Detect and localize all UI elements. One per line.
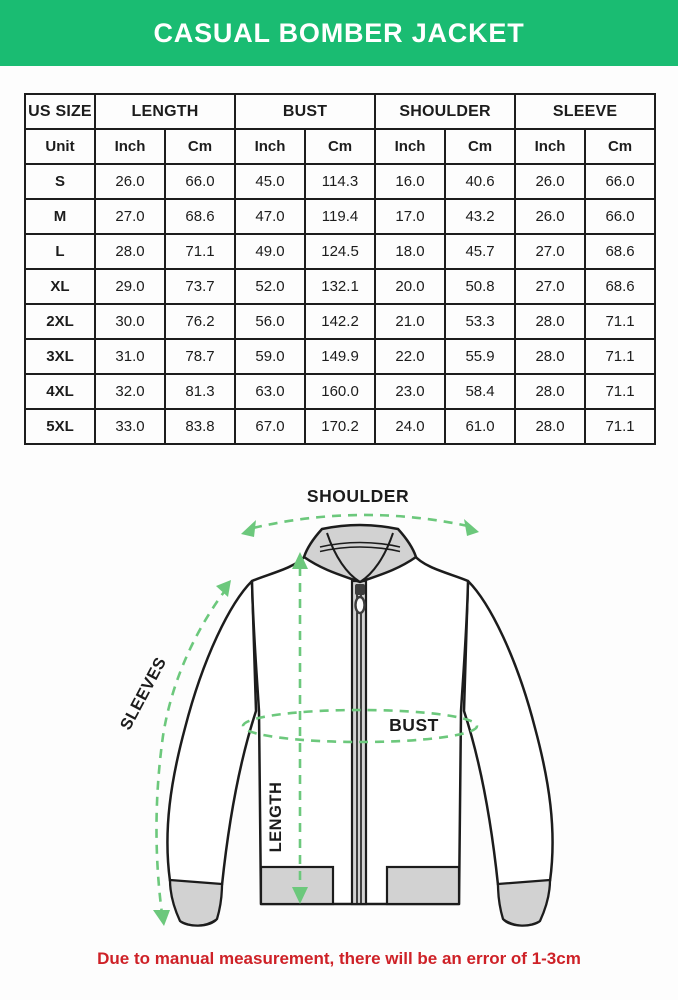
cell-value: 160.0: [305, 374, 375, 409]
unit-cm: Cm: [305, 129, 375, 164]
table-row: [25, 164, 655, 199]
cell-value: 26.0: [515, 199, 585, 234]
cell-value: 55.9: [445, 339, 515, 374]
size-label: 2XL: [25, 304, 95, 339]
cell-value: 22.0: [375, 339, 445, 374]
cell-value: 66.0: [585, 199, 655, 234]
size-label: L: [25, 234, 95, 269]
cell-value: 142.2: [305, 304, 375, 339]
size-label: 4XL: [25, 374, 95, 409]
measurement-diagram: [0, 478, 678, 948]
right-sleeve: [464, 581, 553, 885]
table-row: [25, 339, 655, 374]
cell-value: 114.3: [305, 164, 375, 199]
unit-inch: Inch: [235, 129, 305, 164]
unit-inch: Inch: [95, 129, 165, 164]
col-header-length: LENGTH: [95, 94, 235, 129]
hem-left: [261, 867, 333, 904]
cell-value: 66.0: [585, 164, 655, 199]
table-unit-row: [25, 129, 655, 164]
cell-value: 33.0: [95, 409, 165, 444]
size-label: 3XL: [25, 339, 95, 374]
cell-value: 20.0: [375, 269, 445, 304]
cell-value: 119.4: [305, 199, 375, 234]
cell-value: 53.3: [445, 304, 515, 339]
cell-value: 18.0: [375, 234, 445, 269]
table-row: [25, 409, 655, 444]
unit-cm: Cm: [165, 129, 235, 164]
cell-value: 40.6: [445, 164, 515, 199]
table-row: [25, 304, 655, 339]
unit-cm: Cm: [445, 129, 515, 164]
cell-value: 132.1: [305, 269, 375, 304]
unit-inch: Inch: [515, 129, 585, 164]
bust-label: BUST: [389, 715, 439, 735]
cell-value: 27.0: [515, 269, 585, 304]
shoulder-arrowhead-right: [464, 519, 479, 536]
cell-value: 49.0: [235, 234, 305, 269]
size-label: XL: [25, 269, 95, 304]
jacket-diagram-svg: [0, 478, 678, 948]
cell-value: 23.0: [375, 374, 445, 409]
shoulder-arrowhead-left: [241, 520, 256, 537]
table-header-row: [25, 94, 655, 129]
cell-value: 68.6: [165, 199, 235, 234]
cell-value: 68.6: [585, 269, 655, 304]
table-row: [25, 199, 655, 234]
table-row: [25, 269, 655, 304]
cell-value: 27.0: [515, 234, 585, 269]
page-title: CASUAL BOMBER JACKET: [153, 17, 525, 48]
left-cuff: [170, 880, 222, 926]
zipper-pull-icon: [355, 584, 365, 613]
cell-value: 71.1: [585, 409, 655, 444]
size-label: 5XL: [25, 409, 95, 444]
cell-value: 32.0: [95, 374, 165, 409]
cell-value: 45.7: [445, 234, 515, 269]
cell-value: 45.0: [235, 164, 305, 199]
cell-value: 81.3: [165, 374, 235, 409]
cell-value: 28.0: [515, 304, 585, 339]
cell-value: 52.0: [235, 269, 305, 304]
cell-value: 78.7: [165, 339, 235, 374]
cell-value: 16.0: [375, 164, 445, 199]
unit-cm: Cm: [585, 129, 655, 164]
length-label: LENGTH: [267, 781, 285, 853]
sleeves-arrowhead-bottom: [153, 910, 170, 926]
cell-value: 50.8: [445, 269, 515, 304]
cell-value: 26.0: [515, 164, 585, 199]
cell-value: 58.4: [445, 374, 515, 409]
sleeves-label: SLEEVES: [116, 654, 171, 734]
title-banner: [0, 0, 678, 66]
size-label: M: [25, 199, 95, 234]
unit-header: Unit: [25, 129, 95, 164]
cell-value: 28.0: [515, 339, 585, 374]
cell-value: 124.5: [305, 234, 375, 269]
cell-value: 56.0: [235, 304, 305, 339]
cell-value: 66.0: [165, 164, 235, 199]
cell-value: 71.1: [585, 304, 655, 339]
cell-value: 28.0: [95, 234, 165, 269]
shoulder-label: SHOULDER: [306, 486, 410, 506]
cell-value: 27.0: [95, 199, 165, 234]
hem-right: [387, 867, 459, 904]
measurement-disclaimer: Due to manual measurement, there will be an error of 1-3cm: [97, 949, 581, 968]
left-sleeve: [167, 581, 256, 885]
cell-value: 61.0: [445, 409, 515, 444]
cell-value: 21.0: [375, 304, 445, 339]
table-row: [25, 374, 655, 409]
cell-value: 71.1: [165, 234, 235, 269]
zipper-slider: [355, 584, 365, 595]
table-row: [25, 234, 655, 269]
cell-value: 73.7: [165, 269, 235, 304]
cell-value: 67.0: [235, 409, 305, 444]
cell-value: 17.0: [375, 199, 445, 234]
zipper-pull-ring: [356, 597, 365, 613]
cell-value: 31.0: [95, 339, 165, 374]
cell-value: 47.0: [235, 199, 305, 234]
cell-value: 76.2: [165, 304, 235, 339]
col-header-sleeve: SLEEVE: [515, 94, 655, 129]
size-chart-section: [24, 93, 656, 445]
col-header-us-size: US SIZE: [25, 94, 95, 129]
cell-value: 28.0: [515, 409, 585, 444]
cell-value: 29.0: [95, 269, 165, 304]
cell-value: 71.1: [585, 374, 655, 409]
cell-value: 28.0: [515, 374, 585, 409]
cell-value: 170.2: [305, 409, 375, 444]
cell-value: 68.6: [585, 234, 655, 269]
col-header-shoulder: SHOULDER: [375, 94, 515, 129]
cell-value: 30.0: [95, 304, 165, 339]
size-label: S: [25, 164, 95, 199]
size-chart-table: [24, 93, 656, 445]
right-cuff: [498, 880, 550, 926]
cell-value: 149.9: [305, 339, 375, 374]
cell-value: 24.0: [375, 409, 445, 444]
cell-value: 26.0: [95, 164, 165, 199]
cell-value: 63.0: [235, 374, 305, 409]
cell-value: 83.8: [165, 409, 235, 444]
unit-inch: Inch: [375, 129, 445, 164]
cell-value: 71.1: [585, 339, 655, 374]
cell-value: 43.2: [445, 199, 515, 234]
col-header-bust: BUST: [235, 94, 375, 129]
cell-value: 59.0: [235, 339, 305, 374]
